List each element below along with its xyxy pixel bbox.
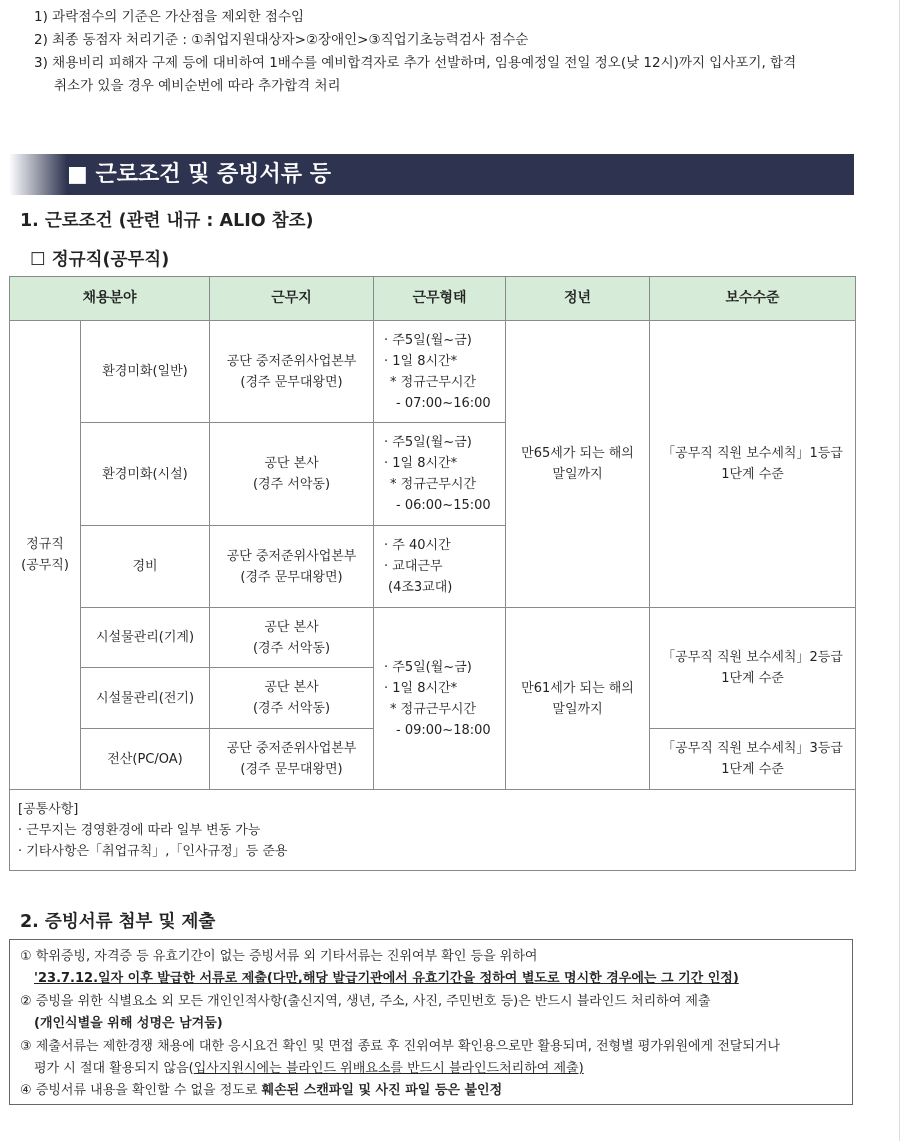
header-work: 근무형태: [374, 277, 506, 321]
field-cell: 시설물관리(기계): [81, 608, 210, 668]
work-line: * 정규근무시간: [390, 374, 476, 390]
doc-line-5: ③ 제출서류는 제한경쟁 채용에 대한 응시요건 확인 및 면접 종료 후 진위여부 확인용으로만 활용되며, 전형별 평가위원에게 전달되거나: [20, 1038, 781, 1054]
header-place: 근무지: [210, 277, 374, 321]
field-cell: 환경미화(일반): [81, 321, 210, 423]
footnotes: [34, 6, 874, 98]
retire-cell: [506, 608, 650, 790]
doc-line-6a: 평가 시 절대 활용되지 않음(: [34, 1061, 194, 1077]
place-cell: [210, 608, 374, 668]
pay-line: 1단계 수준: [721, 762, 784, 777]
note-3-cont: 취소가 있을 경우 예비순번에 따라 추가합격 처리: [54, 78, 341, 94]
doc-line-4: (개인식별을 위해 성명은 남겨둠): [34, 1016, 223, 1032]
banner-title: ■ 근로조건 및 증빙서류 등: [67, 162, 331, 187]
work-line: · 1일 8시간*: [384, 353, 458, 369]
doc-line-7: [20, 1080, 842, 1102]
place-line: (경주 서악동): [252, 701, 331, 716]
table-row: [10, 608, 856, 668]
pay-line: 1단계 수준: [721, 671, 784, 686]
field-cell: 경비: [81, 526, 210, 608]
field-cell: 환경미화(시설): [81, 423, 210, 526]
place-line: (경주 서악동): [252, 640, 331, 656]
header-field: 채용분야: [10, 277, 210, 321]
retire-line: 말일까지: [552, 701, 603, 717]
work-cell: [374, 608, 506, 790]
work-line: · 1일 8시간*: [384, 456, 458, 471]
section-1-subheading: ☐ 정규직(공무직): [30, 250, 170, 270]
header-retire: 정년: [506, 277, 650, 321]
work-line: - 07:00~16:00: [396, 395, 491, 411]
place-line: (경주 서악동): [252, 477, 331, 492]
common-line: · 기타사항은「취업규칙」,「인사규정」등 준용: [18, 843, 288, 859]
place-cell: [210, 423, 374, 526]
common-notes-row: [10, 790, 856, 871]
category-line: 정규직: [26, 537, 64, 552]
table-row: [10, 321, 856, 423]
field-cell: 전산(PC/OA): [81, 729, 210, 790]
retire-line: 만65세가 되는 해의: [521, 446, 634, 461]
place-cell: [210, 526, 374, 608]
work-line: (4조3교대): [388, 580, 453, 595]
working-conditions-table: [9, 276, 856, 871]
pay-cell: [650, 321, 856, 608]
common-title: [공통사항]: [18, 801, 79, 817]
section-1-heading: 1. 근로조건 (관련 내규 : ALIO 참조): [20, 211, 314, 231]
note-1: 1) 과락점수의 기준은 가산점을 제외한 점수임: [34, 9, 305, 25]
place-line: (경주 문무대왕면): [240, 374, 343, 390]
work-line: · 교대근무: [384, 559, 443, 574]
doc-line-2: '23.7.12.일자 이후 발급한 서류로 제출(다만,해당 발급기관에서 유효기간을 정하여 별도로 명시한 경우에는 그 기간 인정): [34, 971, 739, 987]
place-line: 공단 중저준위사업본부: [226, 741, 357, 756]
place-cell: [210, 729, 374, 790]
note-2: 2) 최종 동점자 처리기준 : ①취업지원대상자>②장애인>③직업기초능력검사 점수순: [34, 32, 529, 48]
note-3: 3) 채용비리 피해자 구제 등에 대비하여 1배수를 예비합격자로 추가 선발하며, 임용예정일 전일 정오(낮 12시)까지 입사포기, 합격: [34, 55, 797, 71]
doc-line-6: [20, 1058, 842, 1080]
doc-line-1: ① 학위증빙, 자격증 등 유효기간이 없는 증빙서류 외 기타서류는 진위여부 확인 등을 위하여: [20, 949, 538, 964]
work-line: - 09:00~18:00: [396, 722, 491, 738]
place-cell: [210, 321, 374, 423]
work-line: · 1일 8시간*: [384, 680, 458, 696]
section-banner: [9, 154, 854, 195]
retire-line: 말일까지: [552, 467, 603, 482]
section-2-heading: 2. 증빙서류 첨부 및 제출: [20, 912, 216, 932]
work-line: * 정규근무시간: [390, 477, 476, 492]
doc-line-7a: ④ 증빙서류 내용을 확인할 수 없을 정도로: [20, 1083, 262, 1099]
place-line: (경주 문무대왕면): [240, 762, 343, 777]
work-line: · 주5일(월~금): [384, 332, 472, 348]
place-line: 공단 중저준위사업본부: [226, 353, 357, 369]
pay-cell: [650, 608, 856, 729]
retire-line: 만61세가 되는 해의: [521, 680, 634, 696]
work-cell: [374, 321, 506, 423]
pay-line: 1단계 수준: [721, 467, 784, 482]
work-line: * 정규근무시간: [390, 701, 476, 717]
work-line: · 주 40시간: [384, 538, 451, 553]
place-line: 공단 중저준위사업본부: [226, 548, 357, 564]
work-cell: [374, 526, 506, 608]
header-pay: 보수수준: [650, 277, 856, 321]
work-line: · 주5일(월~금): [384, 659, 472, 675]
doc-line-6b: 입사지원시에는 블라인드 위배요소를 반드시 블라인드처리하여 제출): [193, 1061, 584, 1077]
doc-line-3: ② 증빙을 위한 식별요소 외 모든 개인인적사항(출신지역, 생년, 주소, 사진, 주민번호 등)은 반드시 블라인드 처리하여 제출: [20, 993, 711, 1009]
doc-line-7b: 훼손된 스캔파일 및 사진 파일 등은 불인정: [261, 1083, 503, 1099]
category-cell: [10, 321, 81, 790]
work-line: · 주5일(월~금): [384, 435, 472, 450]
banner-gradient: [9, 154, 67, 195]
work-line: - 06:00~15:00: [396, 498, 491, 513]
retire-cell: [506, 321, 650, 608]
pay-cell: [650, 729, 856, 790]
common-notes-cell: [10, 790, 856, 871]
place-line: 공단 본사: [264, 680, 319, 695]
category-line: (공무직): [21, 558, 69, 573]
place-line: (경주 문무대왕면): [240, 569, 343, 585]
work-cell: [374, 423, 506, 526]
pay-line: 「공무직 직원 보수세칙」3등급: [662, 741, 843, 756]
common-line: · 근무지는 경영환경에 따라 일부 변동 가능: [18, 822, 261, 838]
pay-line: 「공무직 직원 보수세칙」1등급: [662, 446, 843, 461]
place-line: 공단 본사: [264, 619, 319, 635]
pay-line: 「공무직 직원 보수세칙」2등급: [662, 650, 843, 665]
documents-box: [9, 939, 853, 1105]
place-cell: [210, 668, 374, 729]
field-cell: 시설물관리(전기): [81, 668, 210, 729]
table-header-row: [10, 277, 856, 321]
place-line: 공단 본사: [264, 456, 319, 471]
